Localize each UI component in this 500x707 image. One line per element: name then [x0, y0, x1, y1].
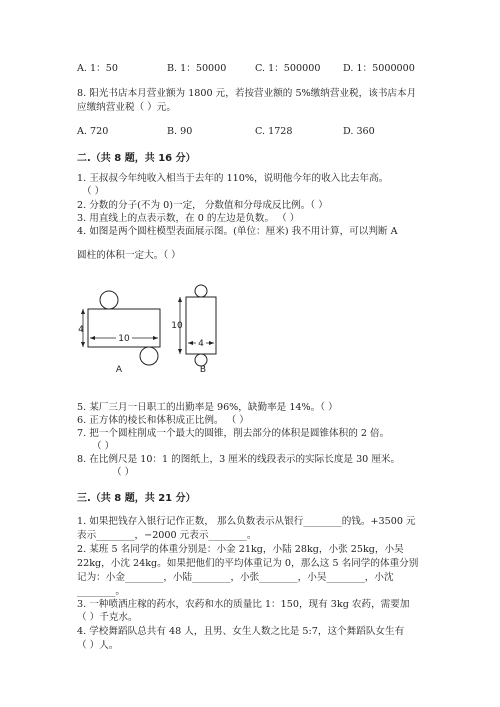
q7-option-c: C. 1：500000 [255, 63, 321, 74]
figure-b-width-label: 4 [198, 339, 204, 349]
section2-title: 二.（共 8 题，共 16 分） [77, 153, 196, 164]
q8-option-a: A. 720 [77, 126, 109, 137]
figure-b-top-circle [195, 285, 207, 297]
q7-option-d: D. 1：5000000 [343, 63, 415, 74]
s2-q8-line1: 8. 在比例尺是 10：1 的图纸上，3 厘米的线段表示的实际长度是 30 厘米。 [77, 454, 401, 465]
figure-b [171, 285, 216, 375]
s2-q1-line2: （ ） [82, 186, 105, 197]
figure-a-width-label: 10 [118, 334, 130, 344]
s3-q4-line2: （ ）人。 [77, 640, 119, 651]
s3-q2-line1: 2. 某班 5 名同学的体重分别是：小金 21kg，小陆 28kg，小张 25kg，小吴 [77, 544, 404, 555]
figure-b-caption: B [199, 365, 207, 375]
s2-q2: 2. 分数的分子(不为 0)一定， 分数值和分母成反比例。（ ） [77, 200, 328, 211]
s3-q2-line2: 22kg，小沈 24kg。如果把他们的平均体重记为 0，那么这 5 名同学的体重分别 [77, 558, 419, 569]
q7-option-a: A. 1：50 [77, 63, 118, 74]
section3-title: 三.（共 8 题，共 21 分） [77, 493, 196, 504]
s2-q1-line1: 1. 王叔叔今年纯收入相当于去年的 110%，说明他今年的收入比去年高。 [77, 173, 389, 184]
figure-a-bottom-circle [140, 347, 158, 365]
s3-q3-line2: （ ）千克水。 [77, 612, 138, 623]
q8-text-line1: 8. 阳光书店本月营业额为 1800 元，若按营业额的 5%缴纳营业税，该书店本月 [77, 88, 417, 99]
s2-q4-line1: 4. 如图是两个圆柱模型表面展示图。(单位：厘米) 我不用计算，可以判断 A [77, 226, 398, 237]
s3-q1-line2: 表示________，−2000 元表示________。 [77, 530, 257, 541]
s2-q3: 3. 用直线上的点表示数，在 0 的左边是负数。 （ ） [77, 213, 300, 224]
q8-text-line2: 应缴纳营业税（ ）元。 [77, 102, 176, 113]
cylinder-net-figure [74, 280, 234, 380]
s3-q1-line1: 1. 如果把钱存入银行记作正数， 那么负数表示从银行________的钱。+3500 元 [77, 516, 416, 527]
figure-a-height-label: 4 [78, 325, 84, 335]
s3-q3-line1: 3. 一种喷洒庄稼的药水，农药和水的质量比 1：150，现有 3kg 农药，需要加 [77, 599, 410, 610]
q8-option-c: C. 1728 [255, 126, 293, 137]
q7-option-b: B. 1：50000 [167, 63, 227, 74]
figure-b-height-label: 10 [171, 321, 183, 331]
s2-q5: 5. 某厂三月一日职工的出勤率是 96%，缺勤率是 14%。（ ） [77, 402, 338, 413]
s3-q2-line4: ________。 [77, 586, 125, 597]
figure-a-caption: A [115, 365, 123, 375]
q8-option-d: D. 360 [343, 126, 375, 137]
s2-q7-line2: （ ） [92, 441, 115, 452]
s3-q2-line3: 记为：小金________，小陆________，小张________，小吴________，小沈 [77, 572, 394, 583]
s2-q4-line2: 圆柱的体积一定大。（ ） [77, 250, 181, 261]
q8-option-b: B. 90 [167, 126, 193, 137]
s3-q4-line1: 4. 学校舞蹈队总共有 48 人，且男、女生人数之比是 5:7，这个舞蹈队女生有 [77, 626, 405, 637]
s2-q7-line1: 7. 把一个圆柱削成一个最大的圆锥，削去部分的体积是圆锥体积的 2 倍。 [77, 428, 390, 439]
figure-a-top-circle [100, 291, 118, 309]
figure-a [78, 291, 160, 375]
s2-q6: 6. 正方体的棱长和体积成正比例。 （ ） [77, 415, 249, 426]
s2-q8-line2: （ ） [112, 467, 135, 478]
